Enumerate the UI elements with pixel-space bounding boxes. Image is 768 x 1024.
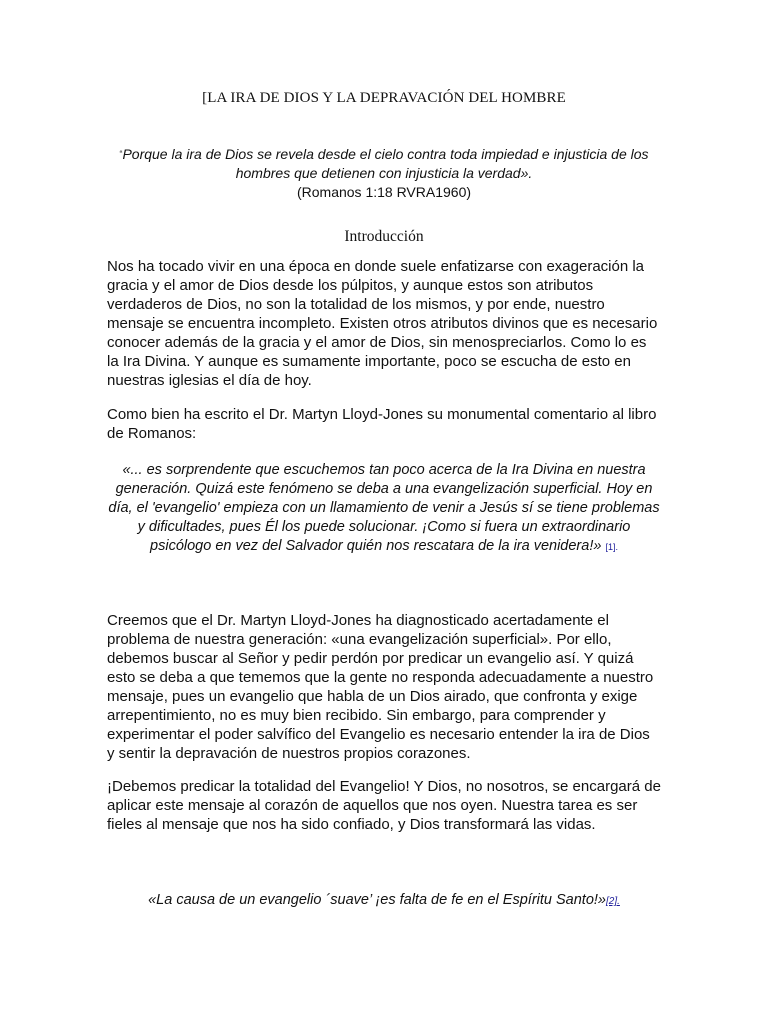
- paragraph-preach: ¡Debemos predicar la totalidad del Evangelio! Y Dios, no nosotros, se encargará de aplicar este mensaje al corazón de aquellos que nos oyen. Nuestra tarea es ser fieles al mensaje que nos ha sido confiado, y Dios transformará las vidas.: [107, 778, 661, 833]
- block-quote: [107, 461, 661, 557]
- section-heading: Introducción: [344, 228, 424, 245]
- epigraph-quote: [119, 146, 648, 181]
- epigraph-open-mark: “: [119, 149, 123, 159]
- epigraph-reference: (Romanos 1:18 RVRA1960): [296, 184, 472, 200]
- epigraph: [107, 145, 661, 202]
- paragraph-diagnosis: Creemos que el Dr. Martyn Lloyd-Jones ha diagnosticado acertadamente el problema de nuestra generación: «una evangelización superficial». Por ello, debemos buscar al Señor y pedir perdón por predicar un evangelio así. Y quizá esto se deba a que tememos que la gente no responda adecuadamente a nuestro mensaje, pues un evangelio que habla de un Dios airado, que confronta y exige arrepentimiento, no es muy bien recibido. Sin embargo, para comprender y experimentar el poder salvífico del Evangelio es necesario entender la ira de Dios y sentir la depravación de nuestros propios corazones.: [107, 612, 654, 762]
- paragraph-lloyd-jones: Como bien ha escrito el Dr. Martyn Lloyd-Jones su monumental comentario al libro de Romanos:: [107, 406, 657, 442]
- epigraph-quote-text: Porque la ira de Dios se revela desde el cielo contra toda impiedad e injusticia de los hombres que detienen con injusticia la verdad».: [122, 146, 649, 181]
- block-quote-text: «... es sorprendente que escuchemos tan poco acerca de la Ira Divina en nuestra generación. Quizá este fenómeno se deba a una evangelización superficial. Hoy en día, el 'evangelio' empieza con un llamamiento de venir a Jesús sí se tiene problemas y dificultades, pues Él los puede solucionar. ¡Como si fuera un extraordinario psicólogo en vez del Salvador quién nos rescatara de la ira venidera!»: [108, 462, 660, 554]
- footnote-1-link[interactable]: [1].: [605, 542, 618, 552]
- footnote-2-link[interactable]: [2].: [605, 896, 620, 907]
- document-title: [LA IRA DE DIOS Y LA DEPRAVACIÓN DEL HOMBRE: [202, 90, 566, 106]
- paragraph-intro: Nos ha tocado vivir en una época en donde suele enfatizarse con exageración la gracia y el amor de Dios desde los púlpitos, y aunque estos son atributos verdaderos de Dios, no son la totalidad de los mismos, y por ende, nuestro mensaje se encuentra incompleto. Existen otros atributos divinos que es necesario conocer además de la gracia y el amor de Dios, sin menospreciarlos. Como lo es la Ira Divina. Y aunque es sumamente importante, poco se escucha de esto en nuestras iglesias el día de hoy.: [107, 258, 658, 389]
- closing-quote-text: «La causa de un evangelio ´suave’ ¡es falta de fe en el Espíritu Santo!»: [148, 892, 606, 908]
- closing-quote: [107, 891, 661, 911]
